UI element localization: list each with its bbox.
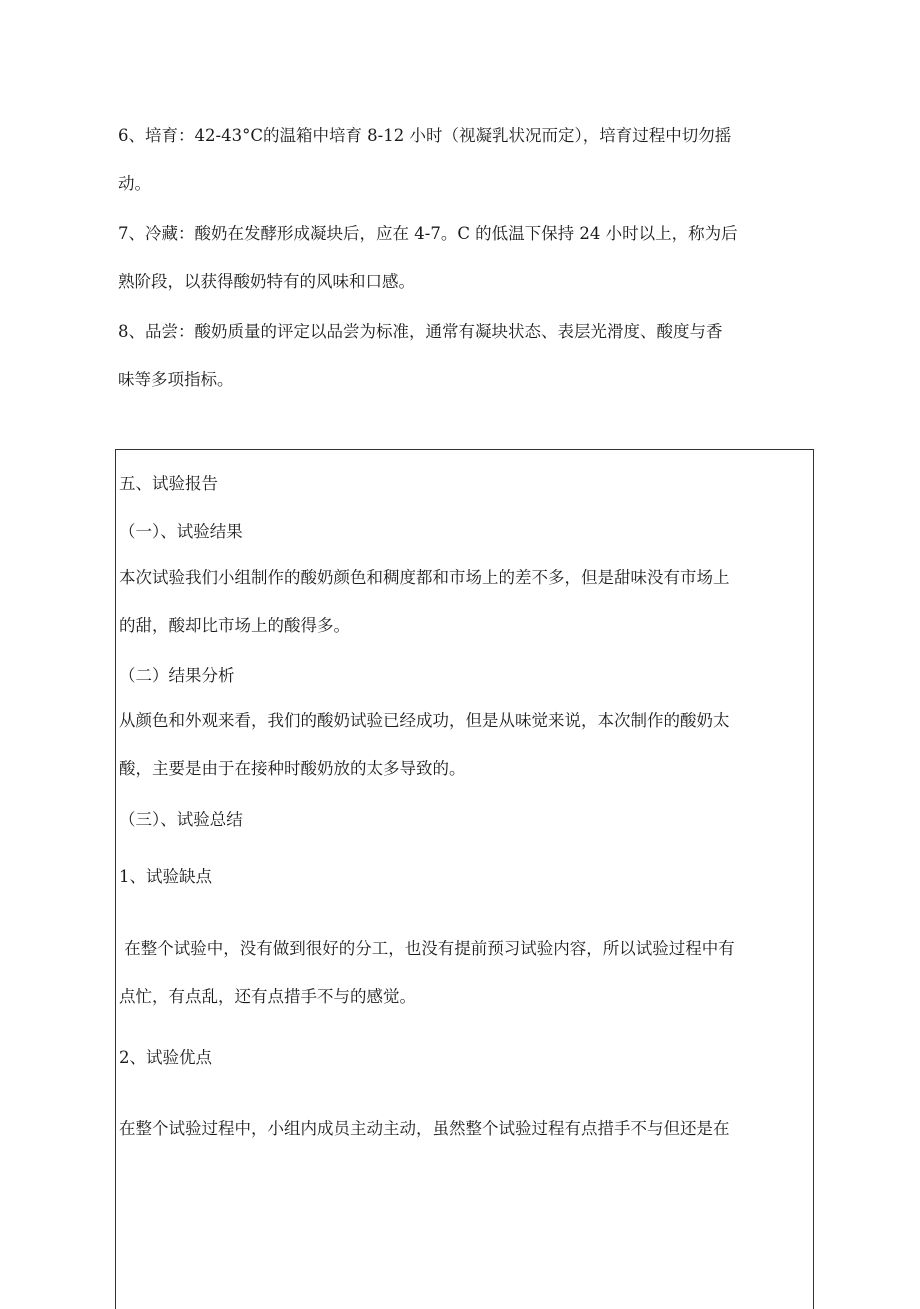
analysis-line-2: 酸，主要是由于在接种时酸奶放的太多导致的。: [119, 759, 466, 778]
step-7-line-1: 7、冷藏：酸奶在发酵形成凝块后，应在 4-7。C 的低温下保持 24 小时以上，称为后: [118, 224, 738, 243]
weakness-line-1: 在整个试验中，没有做到很好的分工，也没有提前预习试验内容，所以试验过程中有: [119, 939, 735, 958]
step-8-line-2: 味等多项指标。: [118, 370, 234, 389]
strength-line-1: 在整个试验过程中，小组内成员主动主动，虽然整个试验过程有点措手不与但还是在: [119, 1119, 730, 1138]
result-line-1: 本次试验我们小组制作的酸奶颜色和稠度都和市场上的差不多，但是甜味没有市场上: [119, 568, 730, 587]
step-6-line-2: 动。: [118, 174, 151, 193]
weakness-heading: 1、试验缺点: [119, 867, 212, 886]
analysis-heading: （二）结果分析: [119, 666, 235, 685]
step-7-line-2: 熟阶段，以获得酸奶特有的风味和口感。: [118, 272, 415, 291]
strength-heading: 2、试验优点: [119, 1048, 212, 1067]
result-heading: （一）、试验结果: [119, 522, 243, 541]
analysis-line-1: 从颜色和外观来看，我们的酸奶试验已经成功，但是从味觉来说，本次制作的酸奶太: [119, 711, 730, 730]
weakness-line-2: 点忙，有点乱，还有点措手不与的感觉。: [119, 987, 416, 1006]
step-8-paragraph: [118, 308, 808, 404]
step-7-paragraph: [118, 210, 808, 306]
weakness-paragraph: [119, 925, 811, 1021]
result-paragraph: [119, 554, 811, 650]
step-6-paragraph: [118, 112, 808, 208]
summary-heading: （三）、试验总结: [119, 810, 243, 829]
report-title: 五、试验报告: [119, 474, 218, 493]
analysis-paragraph: [119, 697, 811, 793]
report-box: [115, 449, 814, 1309]
step-8-line-1: 8、品尝：酸奶质量的评定以品尝为标准，通常有凝块状态、表层光滑度、酸度与香: [118, 322, 723, 341]
step-6-line-1: 6、培育：42-43°C的温箱中培育 8-12 小时（视凝乳状况而定），培育过程中切勿摇: [118, 126, 732, 145]
result-line-2: 的甜，酸却比市场上的酸得多。: [119, 616, 350, 635]
